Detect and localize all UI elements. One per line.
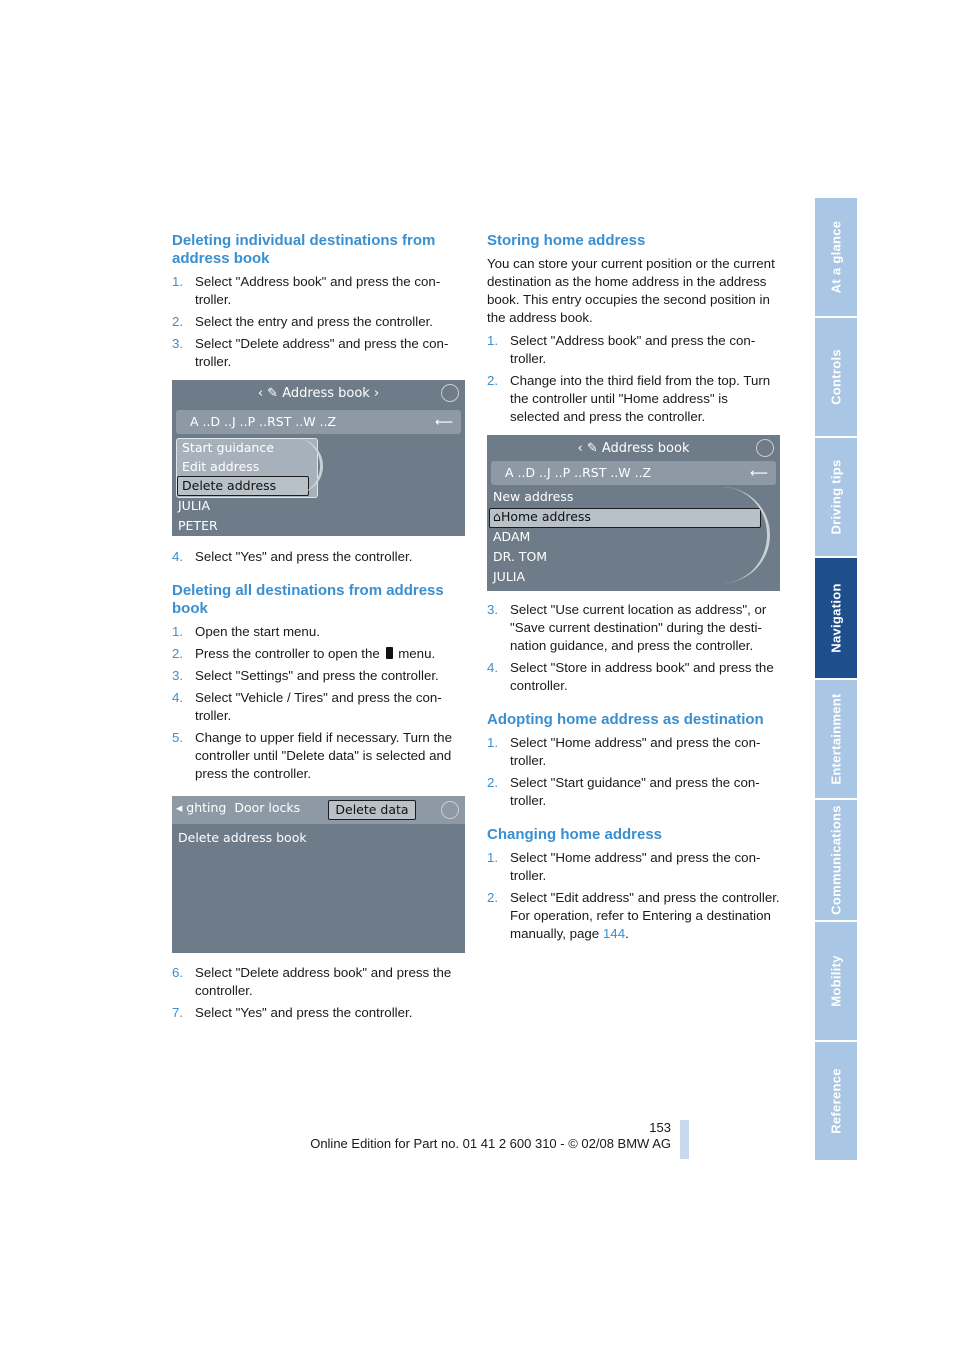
chevron-left-icon: ‹ [577, 441, 583, 456]
list-item: 4. Select "Vehicle / Tires" and press the controller. [172, 690, 442, 723]
tab-delete-data: Delete data [328, 800, 416, 820]
controller-icon [441, 801, 459, 819]
page-link[interactable]: 144 [602, 926, 626, 941]
screen-title: Address book [601, 441, 690, 456]
list-row-julia: JULIA [178, 498, 211, 513]
list-row-julia: JULIA [493, 569, 526, 584]
list-item: 1. Select "Home address" and press the controller. [487, 850, 761, 883]
list-item: 1. Select "Address book" and press the controller. [172, 274, 441, 307]
address-book-icon: ✎ [586, 441, 598, 456]
tab-entertainment[interactable]: Entertainment [815, 678, 857, 798]
tab-controls[interactable]: Controls [815, 316, 857, 436]
list-item: 4. Select "Yes" and press the controller. [172, 549, 413, 564]
list-item: 1. Select "Address book" and press the controller. [487, 333, 756, 366]
list-item: 5. Change to upper field if necessary. Turn the controller until "Delete data" is selected and press the controller. [172, 730, 452, 781]
edition-note: Online Edition for Part no. 01 41 2 600 310 - © 02/08 BMW AG [310, 1136, 671, 1151]
tab-at-a-glance[interactable]: At a glance [828, 220, 844, 294]
home-icon: ⌂ [493, 509, 501, 524]
list-row-new-address: New address [493, 489, 574, 504]
controller-icon [441, 384, 459, 402]
chevron-left-icon: ‹ [257, 386, 264, 401]
address-book-icon: ✎ [267, 386, 279, 401]
list-item: 3. Select "Delete address" and press the controller. [172, 336, 449, 369]
list-item: 4. Select "Store in address book" and press the controller. [487, 660, 774, 693]
alphabet-bar: A ..D ..J ..P ..RST ..W ..Z ⟵ [491, 461, 776, 485]
section-title-changing-home: Changing home address [487, 826, 663, 843]
chevron-left-icon: ◂ [176, 800, 183, 815]
popup-item-delete-address: Delete address [182, 478, 277, 493]
right-column [487, 232, 781, 430]
back-arrow-icon: ⟵ [435, 414, 453, 429]
tab-mobility[interactable]: Mobility [815, 920, 857, 1040]
paragraph-storing-home: You can store your current position or the current destination as the home address in the address book. This entry occupies the second position in the address book. [487, 256, 775, 325]
list-item: 2. Select "Start guidance" and press the controller. [487, 775, 760, 808]
section-title-delete-individual: Deleting individual destinations from address book [172, 232, 436, 267]
tab-reference[interactable]: Reference [815, 1040, 857, 1160]
screen-title: Address book [282, 386, 370, 401]
screenshot-delete-data: ◂ ghting Door locks Delete data Delete address book [172, 796, 465, 953]
tab-communications[interactable]: Communications [815, 798, 857, 920]
list-item: 3. Select "Settings" and press the controller. [172, 668, 439, 683]
scroll-indicator [717, 487, 770, 583]
alphabet-bar: A ..D ..J ..P ..RST ..W ..Z ⟵ [176, 410, 461, 434]
popup-item-edit-address: Edit address [182, 459, 260, 474]
list-item: 2. Select "Edit address" and press the controller. For operation, refer to Entering a destination manually, page 144. [487, 890, 780, 941]
section-title-adopting-home: Adopting home address as destination [487, 711, 764, 728]
back-arrow-icon: ⟵ [750, 465, 768, 480]
list-item: 2. Select the entry and press the controller. [172, 314, 433, 329]
list-row-home-address: ⌂Home address [493, 509, 591, 524]
list-row-delete-address-book: Delete address book [178, 830, 307, 845]
page-number: 153 [649, 1120, 671, 1135]
steps-delete-all [172, 623, 467, 783]
list-item: 7. Select "Yes" and press the controller. [172, 1005, 413, 1020]
list-row-adam: ADAM [493, 529, 531, 544]
list-item: 2. Press the controller to open the menu. [172, 646, 436, 661]
list-item: 3. Select "Use current location as address", or "Save current destination" during the destination guidance, and press the controller. [487, 602, 767, 653]
list-row-peter: PETER [178, 518, 218, 533]
chapter-tabs [815, 198, 857, 1160]
tab-driving-tips[interactable]: Driving tips [815, 436, 857, 556]
list-item: 2. Change into the third field from the top. Turn the controller until "Home address" is selected and press the controller. [487, 373, 771, 424]
controller-icon [756, 439, 774, 457]
section-title-storing-home: Storing home address [487, 232, 646, 249]
left-column [172, 232, 467, 375]
list-item: 1. Select "Home address" and press the controller. [487, 735, 761, 768]
tab-navigation[interactable]: Navigation [815, 556, 857, 678]
popup-item-start-guidance: Start guidance [182, 440, 274, 455]
list-item: 1. Open the start menu. [172, 624, 320, 639]
screenshot-address-book-delete [172, 380, 465, 536]
list-row-dr-tom: DR. TOM [493, 549, 548, 564]
chevron-right-icon: › [373, 386, 380, 401]
screenshot-address-book-home [487, 435, 780, 591]
section-title-delete-all: Deleting all destinations from address book [172, 582, 444, 617]
steps-delete-individual [172, 273, 467, 371]
list-item: 6. Select "Delete address book" and press the controller. [172, 965, 452, 998]
footer-accent-bar [680, 1120, 689, 1159]
info-icon [386, 647, 393, 659]
